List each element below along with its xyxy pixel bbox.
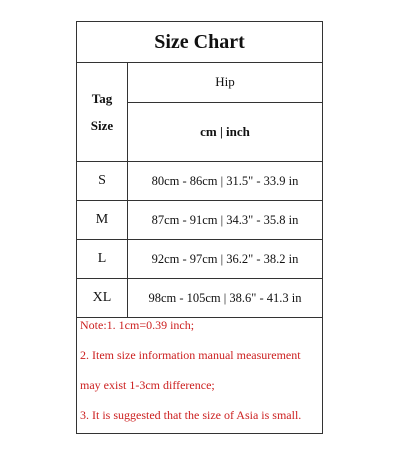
- note-line: may exist 1-3cm difference;: [80, 378, 215, 392]
- table-row: [77, 201, 322, 240]
- size-cell: M: [77, 201, 128, 239]
- note-line: 3. It is suggested that the size of Asia is small.: [80, 408, 302, 422]
- note-line: Note:1. 1cm=0.39 inch;: [80, 318, 195, 332]
- size-label: Size: [90, 117, 114, 133]
- table-row: [77, 162, 322, 201]
- range-cell: 92cm - 97cm | 36.2" - 38.2 in: [151, 251, 299, 266]
- size-rows: [77, 162, 322, 318]
- hip-header: Hip: [128, 62, 322, 103]
- size-cell: L: [77, 240, 128, 278]
- table-header: [77, 62, 322, 162]
- note-line: 2. Item size information manual measurement: [80, 348, 301, 362]
- tag-label: Tag: [91, 90, 113, 106]
- size-chart-table: [76, 21, 323, 434]
- chart-title: Size Chart: [77, 22, 322, 63]
- size-cell: XL: [77, 279, 128, 317]
- range-cell: 98cm - 105cm | 38.6" - 41.3 in: [148, 290, 302, 305]
- table-row: [77, 279, 322, 318]
- size-cell: S: [77, 162, 128, 200]
- tag-size-header: [77, 62, 128, 161]
- range-cell: 87cm - 91cm | 34.3" - 35.8 in: [151, 212, 299, 227]
- units-header: cm | inch: [200, 124, 250, 139]
- table-row: [77, 240, 322, 279]
- range-cell: 80cm - 86cm | 31.5" - 33.9 in: [151, 173, 299, 188]
